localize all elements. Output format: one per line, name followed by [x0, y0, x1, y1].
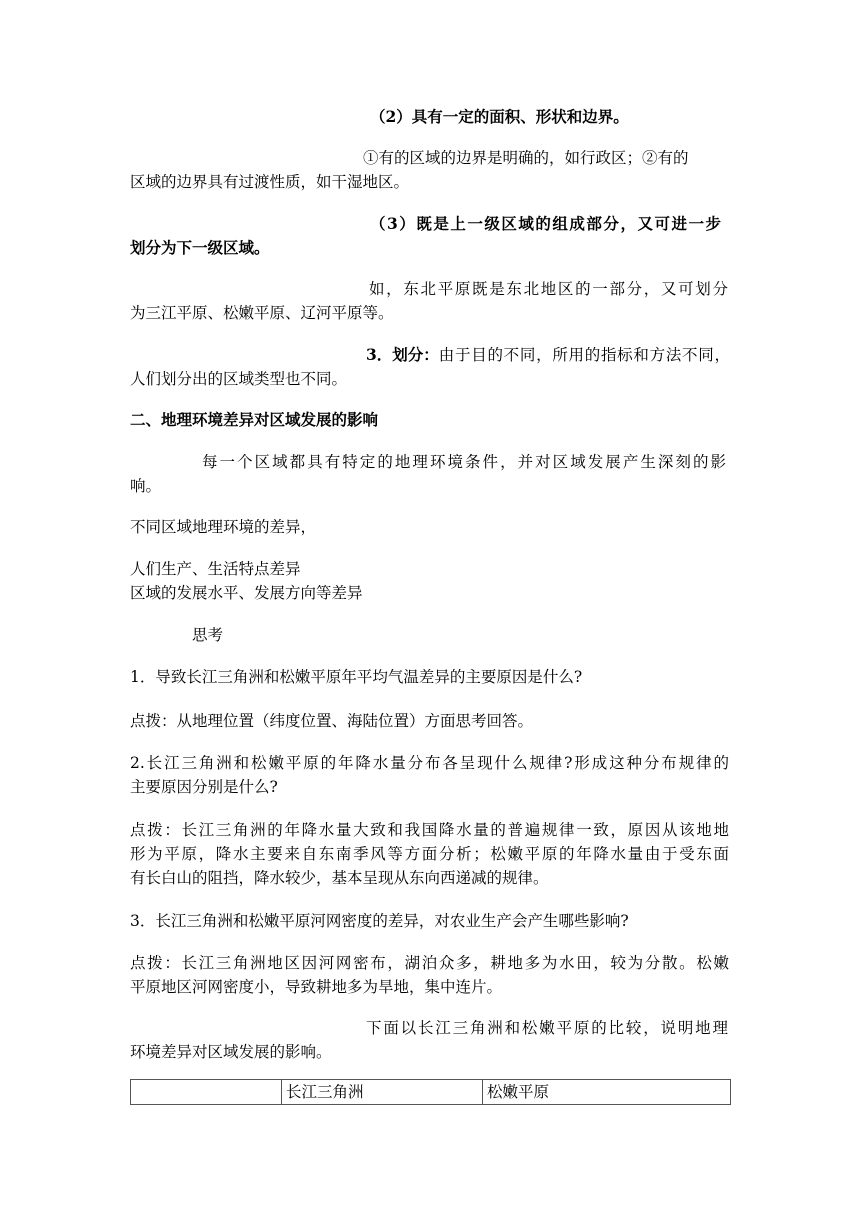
- question-2-line1: 2.长江三角洲和松嫩平原的年降水量分布各呈现什么规律?形成这种分布规律的: [130, 754, 729, 772]
- answer-2-line3: 有长白山的阻挡，降水较少，基本呈现从东向西递减的规律。: [130, 869, 549, 887]
- intro-line1: 每一个区域都具有特定的地理环境条件，并对区域发展产生深刻的影: [202, 453, 726, 471]
- point2-detail-line1: ①有的区域的边界是明确的，如行政区；②有的: [363, 149, 689, 167]
- difference-line2: 人们生产、生活特点差异: [130, 560, 301, 578]
- point3-example-line2: 为三江平原、松嫩平原、辽河平原等。: [130, 304, 394, 322]
- question-2-line2: 主要原因分别是什么?: [130, 778, 278, 796]
- division-text: 由于目的不同，所用的指标和方法不同，: [438, 346, 730, 364]
- comparison-line2: 环境差异对区域发展的影响。: [130, 1043, 332, 1061]
- division-line2: 人们划分出的区域类型也不同。: [130, 370, 348, 388]
- table-header-empty: [131, 1080, 282, 1105]
- answer-3-line2: 平原地区河网密度小，导致耕地多为旱地，集中连片。: [130, 978, 503, 996]
- question-3: 3．长江三角洲和松嫩平原河网密度的差异，对农业生产会产生哪些影响?: [130, 912, 629, 930]
- answer-2-line1: 点拨：长江三角洲的年降水量大致和我国降水量的普遍规律一致，原因从该地地: [130, 821, 729, 839]
- point3-title-line2: 划分为下一级区域。: [130, 238, 270, 257]
- comparison-line1: 下面以长江三角洲和松嫩平原的比较，说明地理: [366, 1019, 728, 1037]
- question-1: 1．导致长江三角洲和松嫩平原年平均气温差异的主要原因是什么?: [130, 668, 583, 686]
- comparison-table: [130, 1079, 731, 1105]
- intro-line2: 响。: [130, 477, 162, 495]
- section2-heading: 二、地理环境差异对区域发展的影响: [130, 410, 379, 429]
- table-header-row: [131, 1080, 731, 1105]
- thinking-label: 思考: [192, 626, 224, 644]
- difference-line1: 不同区域地理环境的差异，: [130, 518, 317, 536]
- division-label: 3．划分：: [366, 345, 439, 364]
- table-header-yangtze-delta: 长江三角洲: [282, 1080, 483, 1105]
- point3-title-line1: （3）既是上一级区域的组成部分，又可进一步: [370, 214, 721, 233]
- answer-3-line1: 点拨：长江三角洲地区因河网密布，湖泊众多，耕地多为水田，较为分散。松嫩: [130, 954, 729, 972]
- division-line1: [366, 344, 730, 366]
- answer-1: 点拨：从地理位置（纬度位置、海陆位置）方面思考回答。: [130, 712, 534, 730]
- answer-2-line2: 形为平原，降水主要来自东南季风等方面分析；松嫩平原的年降水量由于受东面: [130, 845, 729, 863]
- table-header-songnen-plain: 松嫩平原: [483, 1080, 731, 1105]
- point2-title: （2）具有一定的面积、形状和边界。: [370, 107, 629, 126]
- difference-line3: 区域的发展水平、发展方向等差异: [130, 584, 363, 602]
- point3-example-line1: 如，东北平原既是东北地区的一部分，又可划分: [369, 280, 728, 298]
- point2-detail-line2: 区域的边界具有过渡性质，如干湿地区。: [130, 173, 410, 191]
